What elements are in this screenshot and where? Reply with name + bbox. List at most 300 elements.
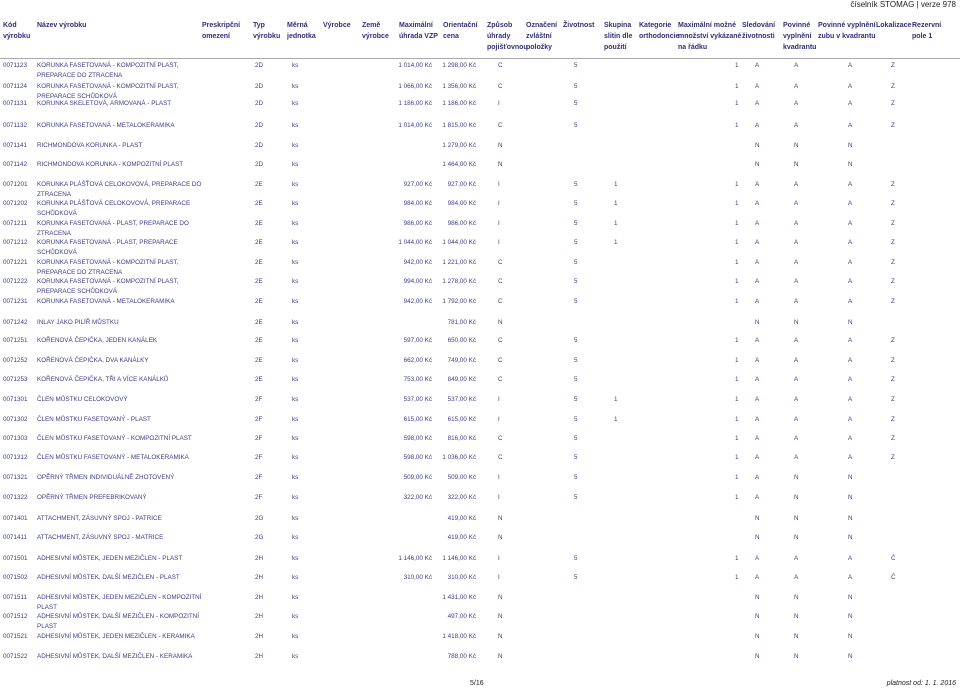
cell-sle: A bbox=[755, 220, 760, 227]
cell-sle: N bbox=[755, 594, 760, 601]
cell-ppz: A bbox=[848, 220, 853, 227]
cell-name: ČLEN MŮSTKU FASETOVANÝ - PLAST bbox=[37, 416, 151, 423]
cell-ppz: N bbox=[848, 319, 853, 326]
table-row bbox=[0, 277, 960, 295]
column-header-max: Maximální úhrada VZP bbox=[399, 22, 438, 40]
cell-ori: 419,00 Kč bbox=[447, 515, 476, 522]
cell-mj: ks bbox=[292, 574, 299, 581]
cell-ziv: 5 bbox=[574, 396, 578, 403]
cell-ori: 497,00 Kč bbox=[447, 613, 476, 620]
cell-lok: Z bbox=[891, 220, 895, 227]
cell-max: 942,00 Kč bbox=[403, 298, 432, 305]
table-row bbox=[0, 180, 960, 198]
cell-sle: A bbox=[755, 454, 760, 461]
cell-typ: 2F bbox=[255, 494, 263, 501]
cell-sle: A bbox=[755, 62, 760, 69]
cell-mj: ks bbox=[292, 474, 299, 481]
cell-lok: Z bbox=[891, 435, 895, 442]
cell-max: 986,00 Kč bbox=[403, 220, 432, 227]
cell-typ: 2H bbox=[255, 613, 264, 620]
table-row bbox=[0, 219, 960, 237]
column-header-sle: Sledování životnosti bbox=[742, 22, 776, 40]
cell-name: KORUNKA PLÁŠŤOVÁ CELOKOVOVÁ, PREPARACE SCHŮDKOVÁ bbox=[37, 200, 191, 217]
cell-lok: Z bbox=[891, 396, 895, 403]
cell-name: RICHMONDOVA KORUNKA - KOMPOZITNÍ PLAST bbox=[37, 161, 184, 168]
cell-ziv: 5 bbox=[574, 239, 578, 246]
cell-ziv: 5 bbox=[574, 62, 578, 69]
cell-name: OPĚRNÝ TŘMEN PREFEBRIKOVANÝ bbox=[37, 494, 147, 501]
cell-ppz: A bbox=[848, 62, 853, 69]
cell-sku: 1 bbox=[614, 181, 618, 188]
cell-sle: A bbox=[755, 239, 760, 246]
cell-max: 1 014,00 Kč bbox=[398, 122, 432, 129]
cell-zpu: I bbox=[498, 239, 500, 246]
cell-zpu: N bbox=[498, 534, 503, 541]
cell-ori: 849,00 Kč bbox=[447, 376, 476, 383]
cell-name: KOŘENOVÁ ČEPIČKA, TŘI A VÍCE KANÁLKŮ bbox=[37, 376, 169, 383]
cell-sle: A bbox=[755, 100, 760, 107]
table-row bbox=[0, 395, 960, 405]
cell-max: 927,00 Kč bbox=[403, 181, 432, 188]
cell-pov: A bbox=[794, 416, 799, 423]
table-row bbox=[0, 554, 960, 564]
cell-pov: N bbox=[794, 613, 799, 620]
cell-mno: 1 bbox=[735, 435, 739, 442]
column-header-sku: Skupina slitin dle použití bbox=[604, 22, 633, 51]
cell-code: 0071321 bbox=[3, 474, 28, 481]
cell-lok: Z bbox=[891, 62, 895, 69]
cell-ppz: A bbox=[848, 83, 853, 90]
cell-sle: A bbox=[755, 200, 760, 207]
cell-name: KOŘENOVÁ ČEPIČKA, JEDEN KANÁLEK bbox=[37, 337, 158, 344]
cell-ori: 1 792,00 Kč bbox=[442, 298, 476, 305]
cell-zpu: I bbox=[498, 200, 500, 207]
cell-sle: A bbox=[755, 181, 760, 188]
cell-mno: 1 bbox=[735, 474, 739, 481]
cell-lok: Z bbox=[891, 122, 895, 129]
cell-max: 597,00 Kč bbox=[403, 337, 432, 344]
cell-ori: 1 044,00 Kč bbox=[442, 239, 476, 246]
cell-mno: 1 bbox=[735, 454, 739, 461]
table-row bbox=[0, 99, 960, 109]
column-header-ori: Orientační cena bbox=[443, 22, 478, 40]
cell-mno: 1 bbox=[735, 416, 739, 423]
cell-code: 0071132 bbox=[3, 122, 28, 129]
column-header-code: Kód výrobku bbox=[3, 22, 31, 40]
cell-max: 615,00 Kč bbox=[403, 416, 432, 423]
column-header-mno: Maximální možné množství vykázané na řádku bbox=[678, 22, 742, 51]
column-header-kat: Kategorie orthodoncie bbox=[639, 22, 680, 40]
cell-code: 0071512 bbox=[3, 613, 28, 620]
cell-zpu: N bbox=[498, 319, 503, 326]
cell-lok: Z bbox=[891, 200, 895, 207]
cell-zpu: C bbox=[498, 83, 503, 90]
cell-name: KORUNKA FASETOVANÁ - KOMPOZITNÍ PLAST, PREPARACE DO ZTRACENA bbox=[37, 62, 179, 79]
cell-sle: N bbox=[755, 142, 760, 149]
cell-ziv: 5 bbox=[574, 200, 578, 207]
cell-pov: A bbox=[794, 337, 799, 344]
cell-mno: 1 bbox=[735, 298, 739, 305]
cell-zpu: I bbox=[498, 474, 500, 481]
cell-lok: Z bbox=[891, 239, 895, 246]
cell-mno: 1 bbox=[735, 574, 739, 581]
cell-sku: 1 bbox=[614, 239, 618, 246]
table-row bbox=[0, 258, 960, 276]
cell-mj: ks bbox=[292, 220, 299, 227]
cell-typ: 2D bbox=[255, 100, 264, 107]
cell-lok: Z bbox=[891, 181, 895, 188]
cell-mj: ks bbox=[292, 319, 299, 326]
cell-typ: 2E bbox=[255, 357, 263, 364]
cell-pov: N bbox=[794, 534, 799, 541]
table-row bbox=[0, 318, 960, 328]
cell-mj: ks bbox=[292, 454, 299, 461]
cell-mj: ks bbox=[292, 435, 299, 442]
table-row bbox=[0, 593, 960, 611]
cell-ori: 650,00 Kč bbox=[447, 337, 476, 344]
cell-mno: 1 bbox=[735, 357, 739, 364]
cell-lok: Č bbox=[891, 574, 896, 581]
cell-sle: A bbox=[755, 494, 760, 501]
cell-mj: ks bbox=[292, 515, 299, 522]
cell-typ: 2E bbox=[255, 239, 263, 246]
cell-name: ČLEN MŮSTKU FASETOVANÝ - METALOKERAMIKA bbox=[37, 454, 189, 461]
cell-typ: 2F bbox=[255, 474, 263, 481]
cell-mj: ks bbox=[292, 416, 299, 423]
table-row bbox=[0, 375, 960, 385]
cell-ppz: N bbox=[848, 142, 853, 149]
table-row bbox=[0, 514, 960, 524]
cell-mno: 1 bbox=[735, 337, 739, 344]
cell-typ: 2H bbox=[255, 653, 264, 660]
cell-name: ADHESIVNÍ MŮSTEK, JEDEN MEZIČLEN - PLAST bbox=[37, 555, 183, 562]
cell-mj: ks bbox=[292, 142, 299, 149]
cell-pov: A bbox=[794, 574, 799, 581]
cell-sle: A bbox=[755, 357, 760, 364]
cell-zpu: I bbox=[498, 574, 500, 581]
cell-name: ADHESIVNÍ MŮSTEK, DALŠÍ MEZIČLEN - KERAMIKA bbox=[37, 653, 193, 660]
cell-ziv: 5 bbox=[574, 298, 578, 305]
cell-ppz: A bbox=[848, 100, 853, 107]
cell-name: ADHESIVNÍ MŮSTEK, JEDEN MEZIČLEN - KOMPOZITNÍ PLAST bbox=[37, 594, 202, 611]
cell-sku: 1 bbox=[614, 396, 618, 403]
cell-mno: 1 bbox=[735, 259, 739, 266]
table-row bbox=[0, 533, 960, 543]
cell-ori: 781,00 Kč bbox=[447, 319, 476, 326]
cell-mj: ks bbox=[292, 83, 299, 90]
column-header-lok: Lokalizace bbox=[876, 22, 912, 29]
cell-max: 322,00 Kč bbox=[403, 494, 432, 501]
cell-zpu: N bbox=[498, 142, 503, 149]
cell-mno: 1 bbox=[735, 62, 739, 69]
cell-code: 0071211 bbox=[3, 220, 28, 227]
cell-sle: A bbox=[755, 122, 760, 129]
cell-ppz: A bbox=[848, 278, 853, 285]
document-title-note: číselník STOMAG | verze 978 bbox=[850, 0, 956, 9]
table-row bbox=[0, 160, 960, 170]
column-header-pres: Preskripční omezení bbox=[202, 22, 241, 40]
cell-zpu: N bbox=[498, 594, 503, 601]
cell-typ: 2E bbox=[255, 298, 263, 305]
cell-pov: A bbox=[794, 62, 799, 69]
cell-zpu: C bbox=[498, 337, 503, 344]
cell-ori: 310,00 Kč bbox=[447, 574, 476, 581]
cell-ppz: A bbox=[848, 357, 853, 364]
cell-typ: 2E bbox=[255, 181, 263, 188]
cell-name: OPĚRNÝ TŘMEN INDIVIDUÁLNĚ ZHOTOVENÝ bbox=[37, 474, 175, 481]
cell-sle: A bbox=[755, 259, 760, 266]
cell-mj: ks bbox=[292, 200, 299, 207]
cell-mno: 1 bbox=[735, 278, 739, 285]
cell-ppz: N bbox=[848, 613, 853, 620]
table-row bbox=[0, 199, 960, 217]
table-row bbox=[0, 415, 960, 425]
cell-mj: ks bbox=[292, 181, 299, 188]
cell-zpu: I bbox=[498, 100, 500, 107]
cell-mj: ks bbox=[292, 613, 299, 620]
cell-ori: 927,00 Kč bbox=[447, 181, 476, 188]
cell-code: 0071221 bbox=[3, 259, 28, 266]
cell-code: 0071202 bbox=[3, 200, 28, 207]
cell-mj: ks bbox=[292, 122, 299, 129]
cell-sle: A bbox=[755, 83, 760, 90]
cell-typ: 2D bbox=[255, 142, 264, 149]
cell-ori: 1 221,00 Kč bbox=[442, 259, 476, 266]
cell-pov: A bbox=[794, 200, 799, 207]
cell-sle: A bbox=[755, 474, 760, 481]
cell-ziv: 5 bbox=[574, 278, 578, 285]
cell-zpu: N bbox=[498, 613, 503, 620]
cell-ori: 816,00 Kč bbox=[447, 435, 476, 442]
cell-mj: ks bbox=[292, 259, 299, 266]
cell-ori: 1 815,00 Kč bbox=[442, 122, 476, 129]
cell-zpu: C bbox=[498, 259, 503, 266]
cell-ppz: N bbox=[848, 474, 853, 481]
cell-zpu: I bbox=[498, 220, 500, 227]
cell-typ: 2F bbox=[255, 416, 263, 423]
cell-max: 1 014,00 Kč bbox=[398, 62, 432, 69]
column-header-typ: Typ výrobku bbox=[253, 22, 281, 40]
cell-zpu: C bbox=[498, 435, 503, 442]
cell-ziv: 5 bbox=[574, 494, 578, 501]
cell-pov: A bbox=[794, 376, 799, 383]
cell-pov: A bbox=[794, 122, 799, 129]
validity-date: platnost od: 1. 1. 2016 bbox=[886, 680, 956, 687]
cell-lok: Z bbox=[891, 259, 895, 266]
cell-sle: N bbox=[755, 653, 760, 660]
cell-ori: 1 431,00 Kč bbox=[442, 594, 476, 601]
cell-sle: A bbox=[755, 435, 760, 442]
cell-ppz: N bbox=[848, 515, 853, 522]
cell-ori: 1 036,00 Kč bbox=[442, 454, 476, 461]
table-row bbox=[0, 612, 960, 630]
cell-mno: 1 bbox=[735, 122, 739, 129]
cell-ori: 1 298,00 Kč bbox=[442, 62, 476, 69]
cell-pov: N bbox=[794, 474, 799, 481]
cell-ziv: 5 bbox=[574, 220, 578, 227]
cell-typ: 2H bbox=[255, 633, 264, 640]
cell-pov: A bbox=[794, 454, 799, 461]
cell-code: 0071201 bbox=[3, 181, 28, 188]
cell-max: 598,00 Kč bbox=[403, 454, 432, 461]
cell-name: ATTACHMENT, ZÁSUVNÝ SPOJ - PATRICE bbox=[37, 515, 162, 522]
cell-mj: ks bbox=[292, 653, 299, 660]
cell-ppz: N bbox=[848, 653, 853, 660]
cell-name: KORUNKA FASETOVANÁ - KOMPOZITNÍ PLAST, PREPARACE SCHŮDKOVÁ bbox=[37, 278, 179, 295]
cell-name: KORUNKA FASETOVANÁ - PLAST, PREPARACE DO ZTRACENA bbox=[37, 220, 189, 237]
cell-name: ČLEN MŮSTKU FASETOVANÝ - KOMPOZITNÍ PLAST bbox=[37, 435, 192, 442]
cell-sle: A bbox=[755, 376, 760, 383]
column-header-vyrobce: Výrobce bbox=[323, 22, 351, 29]
cell-pov: N bbox=[794, 515, 799, 522]
cell-typ: 2E bbox=[255, 376, 263, 383]
cell-ziv: 5 bbox=[574, 454, 578, 461]
cell-ori: 1 356,00 Kč bbox=[442, 83, 476, 90]
table-row bbox=[0, 238, 960, 256]
cell-code: 0071302 bbox=[3, 416, 28, 423]
cell-zpu: C bbox=[498, 298, 503, 305]
cell-ori: 615,00 Kč bbox=[447, 416, 476, 423]
cell-max: 310,00 Kč bbox=[403, 574, 432, 581]
cell-ziv: 5 bbox=[574, 474, 578, 481]
cell-ppz: A bbox=[848, 337, 853, 344]
page-number: 5/16 bbox=[470, 680, 484, 687]
cell-sle: N bbox=[755, 161, 760, 168]
cell-sle: A bbox=[755, 574, 760, 581]
cell-lok: Z bbox=[891, 376, 895, 383]
cell-max: 1 044,00 Kč bbox=[398, 239, 432, 246]
cell-code: 0071411 bbox=[3, 534, 28, 541]
cell-ziv: 5 bbox=[574, 259, 578, 266]
cell-ori: 1 278,00 Kč bbox=[442, 278, 476, 285]
cell-zpu: I bbox=[498, 555, 500, 562]
cell-ppz: A bbox=[848, 122, 853, 129]
cell-ori: 749,00 Kč bbox=[447, 357, 476, 364]
cell-ppz: N bbox=[848, 534, 853, 541]
cell-name: KORUNKA FASETOVANÁ - KOMPOZITNÍ PLAST, PREPARACE SCHŮDKOVÁ bbox=[37, 83, 179, 100]
cell-mj: ks bbox=[292, 278, 299, 285]
cell-ziv: 5 bbox=[574, 357, 578, 364]
cell-code: 0071141 bbox=[3, 142, 28, 149]
table-row bbox=[0, 473, 960, 483]
cell-pov: A bbox=[794, 239, 799, 246]
cell-code: 0071123 bbox=[3, 62, 28, 69]
cell-mj: ks bbox=[292, 239, 299, 246]
cell-zpu: I bbox=[498, 416, 500, 423]
cell-zpu: C bbox=[498, 376, 503, 383]
cell-ziv: 5 bbox=[574, 574, 578, 581]
cell-ppz: N bbox=[848, 494, 853, 501]
cell-sle: N bbox=[755, 319, 760, 326]
cell-pov: A bbox=[794, 357, 799, 364]
cell-max: 537,00 Kč bbox=[403, 396, 432, 403]
cell-pov: N bbox=[794, 653, 799, 660]
column-header-mj: Měrná jednotka bbox=[287, 22, 316, 40]
cell-zpu: I bbox=[498, 494, 500, 501]
cell-ori: 1 279,00 Kč bbox=[442, 142, 476, 149]
cell-typ: 2G bbox=[255, 515, 264, 522]
cell-ppz: A bbox=[848, 435, 853, 442]
cell-sle: N bbox=[755, 633, 760, 640]
cell-pov: N bbox=[794, 494, 799, 501]
cell-code: 0071212 bbox=[3, 239, 28, 246]
cell-code: 0071401 bbox=[3, 515, 28, 522]
table-row bbox=[0, 121, 960, 131]
cell-pov: A bbox=[794, 278, 799, 285]
table-row bbox=[0, 493, 960, 503]
cell-max: 662,00 Kč bbox=[403, 357, 432, 364]
cell-zpu: C bbox=[498, 62, 503, 69]
cell-pov: N bbox=[794, 142, 799, 149]
cell-ppz: A bbox=[848, 376, 853, 383]
cell-typ: 2E bbox=[255, 220, 263, 227]
cell-pov: A bbox=[794, 83, 799, 90]
cell-name: ADHESIVNÍ MŮSTEK, DALŠÍ MEZIČLEN - KOMPOZITNÍ PLAST bbox=[37, 613, 199, 630]
cell-typ: 2E bbox=[255, 337, 263, 344]
cell-name: KORUNKA FASETOVANÁ - METALOKERAMIKA bbox=[37, 122, 175, 129]
cell-sle: A bbox=[755, 337, 760, 344]
cell-mno: 1 bbox=[735, 100, 739, 107]
cell-zpu: N bbox=[498, 515, 503, 522]
cell-code: 0071521 bbox=[3, 633, 28, 640]
cell-ppz: A bbox=[848, 555, 853, 562]
cell-code: 0071322 bbox=[3, 494, 28, 501]
cell-ppz: A bbox=[848, 574, 853, 581]
table-row bbox=[0, 141, 960, 151]
cell-max: 1 186,00 Kč bbox=[398, 100, 432, 107]
cell-mj: ks bbox=[292, 396, 299, 403]
cell-zpu: N bbox=[498, 633, 503, 640]
cell-name: KOŘENOVÁ ČEPIČKA, DVA KANÁLKY bbox=[37, 357, 149, 364]
cell-ori: 322,00 Kč bbox=[447, 494, 476, 501]
cell-typ: 2F bbox=[255, 435, 263, 442]
cell-mno: 1 bbox=[735, 396, 739, 403]
cell-typ: 2H bbox=[255, 574, 264, 581]
cell-ori: 1 418,00 Kč bbox=[442, 633, 476, 640]
cell-mno: 1 bbox=[735, 494, 739, 501]
table-row bbox=[0, 297, 960, 307]
cell-pov: A bbox=[794, 220, 799, 227]
cell-mj: ks bbox=[292, 62, 299, 69]
cell-sle: A bbox=[755, 278, 760, 285]
cell-ppz: A bbox=[848, 396, 853, 403]
cell-ori: 788,00 Kč bbox=[447, 653, 476, 660]
cell-lok: Z bbox=[891, 100, 895, 107]
cell-zpu: C bbox=[498, 122, 503, 129]
cell-name: ADHESIVNÍ MŮSTEK, DALŠÍ MEZIČLEN - PLAST bbox=[37, 574, 180, 581]
cell-ppz: A bbox=[848, 200, 853, 207]
cell-typ: 2E bbox=[255, 278, 263, 285]
cell-ziv: 5 bbox=[574, 122, 578, 129]
cell-mj: ks bbox=[292, 298, 299, 305]
cell-ziv: 5 bbox=[574, 416, 578, 423]
cell-mno: 1 bbox=[735, 83, 739, 90]
cell-mj: ks bbox=[292, 534, 299, 541]
cell-zpu: N bbox=[498, 653, 503, 660]
cell-typ: 2G bbox=[255, 534, 264, 541]
cell-pov: N bbox=[794, 633, 799, 640]
cell-pov: N bbox=[794, 319, 799, 326]
cell-name: INLAY JAKO PILÍŘ MŮSTKU bbox=[37, 319, 119, 326]
cell-mj: ks bbox=[292, 337, 299, 344]
cell-ppz: A bbox=[848, 298, 853, 305]
cell-sle: N bbox=[755, 534, 760, 541]
cell-mno: 1 bbox=[735, 181, 739, 188]
cell-typ: 2D bbox=[255, 83, 264, 90]
cell-max: 753,00 Kč bbox=[403, 376, 432, 383]
cell-typ: 2E bbox=[255, 200, 263, 207]
cell-code: 0071522 bbox=[3, 653, 28, 660]
